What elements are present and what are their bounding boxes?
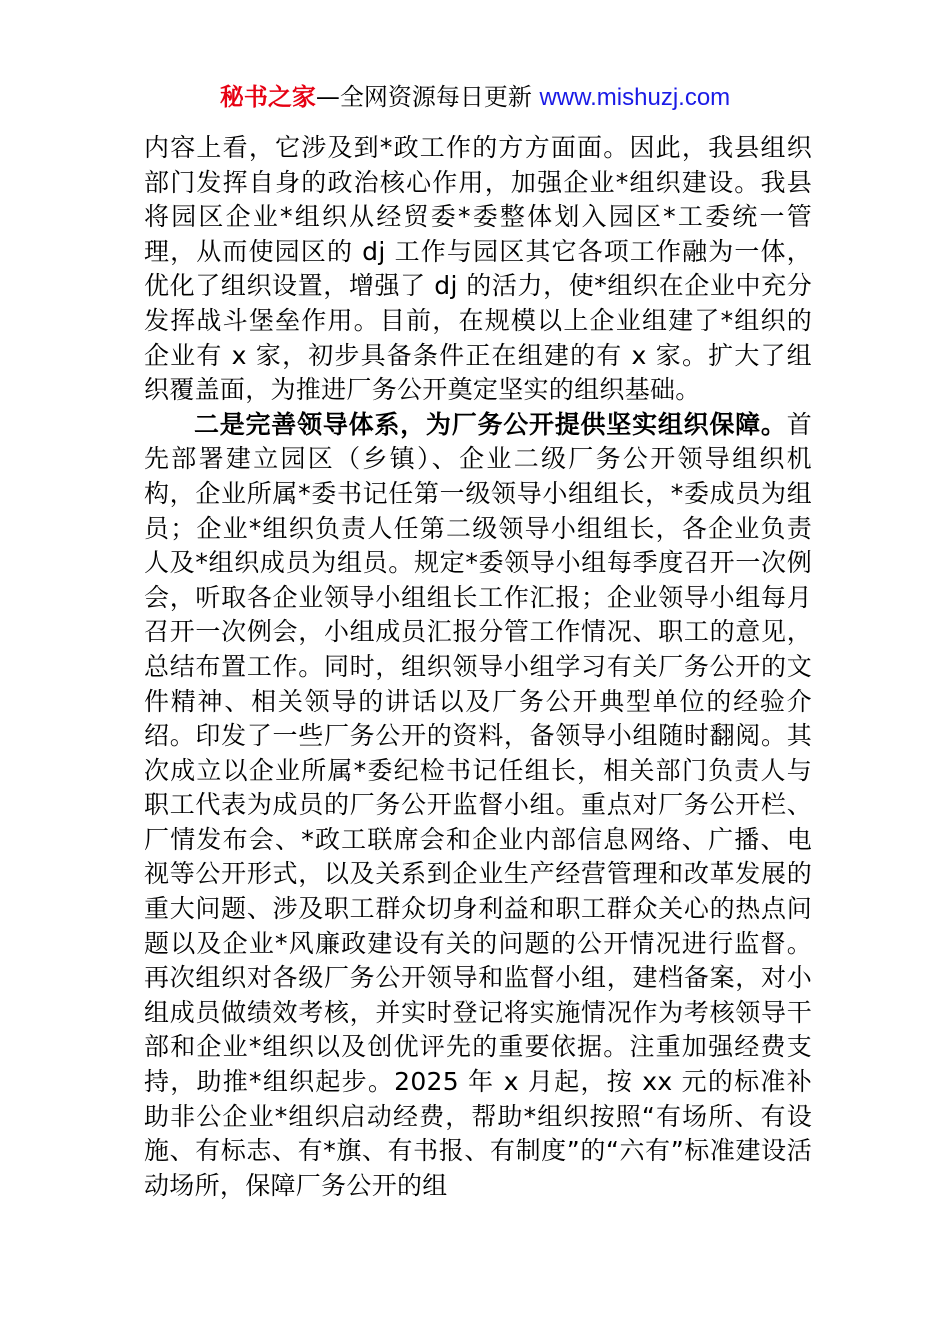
site-header [0, 80, 950, 115]
site-url-link[interactable]: www.mishuzj.com [539, 84, 731, 111]
paragraph-1: 内容上看，它涉及到*政工作的方方面面。因此，我县组织部门发挥自身的政治核心作用，加强企业*组织建设。我县将园区企业*组织从经贸委*委整体划入园区*工委统一管理，从而使园区的 dj 工作与园区其它各项工作融为一体，优化了组织设置，增强了 dj 的活力，使*组织在企业中充分发挥战斗堡垒作用。目前，在规模以上企业组建了*组织的企业有 x 家，初步具备条件正在组建的有 x 家。扩大了组织覆盖面，为推进厂务公开奠定坚实的组织基础。 [144, 133, 812, 405]
site-brand: 秘书之家 [219, 83, 316, 111]
site-tagline: —全网资源每日更新 [315, 83, 540, 111]
paragraph-2-heading: 二是完善领导体系，为厂务公开提供坚实组织保障。 [194, 409, 787, 439]
paragraph-2 [144, 408, 812, 1204]
paragraph-2-text: 首先部署建立园区（乡镇）、企业二级厂务公开领导组织机构，企业所属*委书记任第一级领导小组组长，*委成员为组员；企业*组织负责人任第二级领导小组组长，各企业负责人及*组织成员为组员。规定*委领导小组每季度召开一次例会，听取各企业领导小组组长工作汇报；企业领导小组每月召开一次例会，小组成员汇报分管工作情况、职工的意见，总结布置工作。同时，组织领导小组学习有关厂务公开的文件精神、相关领导的讲话以及厂务公开典型单位的经验介绍。印发了一些厂务公开的资料，备领导小组随时翻阅。其次成立以企业所属*委纪检书记任组长，相关部门负责人与职工代表为成员的厂务公开监督小组。重点对厂务公开栏、厂情发布会、*政工联席会和企业内部信息网络、广播、电视等公开形式，以及关系到企业生产经营管理和改革发展的重大问题、涉及职工群众切身利益和职工群众关心的热点问题以及企业*风廉政建设有关的问题的公开情况进行监督。再次组织对各级厂务公开领导和监督小组，建档备案，对小组成员做绩效考核，并实时登记将实施情况作为考核领导干部和企业*组织以及创优评先的重要依据。注重加强经费支持，助推*组织起步。2025 年 x 月起，按 xx 元的标准补助非公企业*组织启动经费，帮助*组织按照“有场所、有设施、有标志、有*旗、有书报、有制度”的“六有”标准建设活动场所，保障厂务公开的组 [144, 409, 812, 1200]
document-body [144, 131, 812, 1203]
